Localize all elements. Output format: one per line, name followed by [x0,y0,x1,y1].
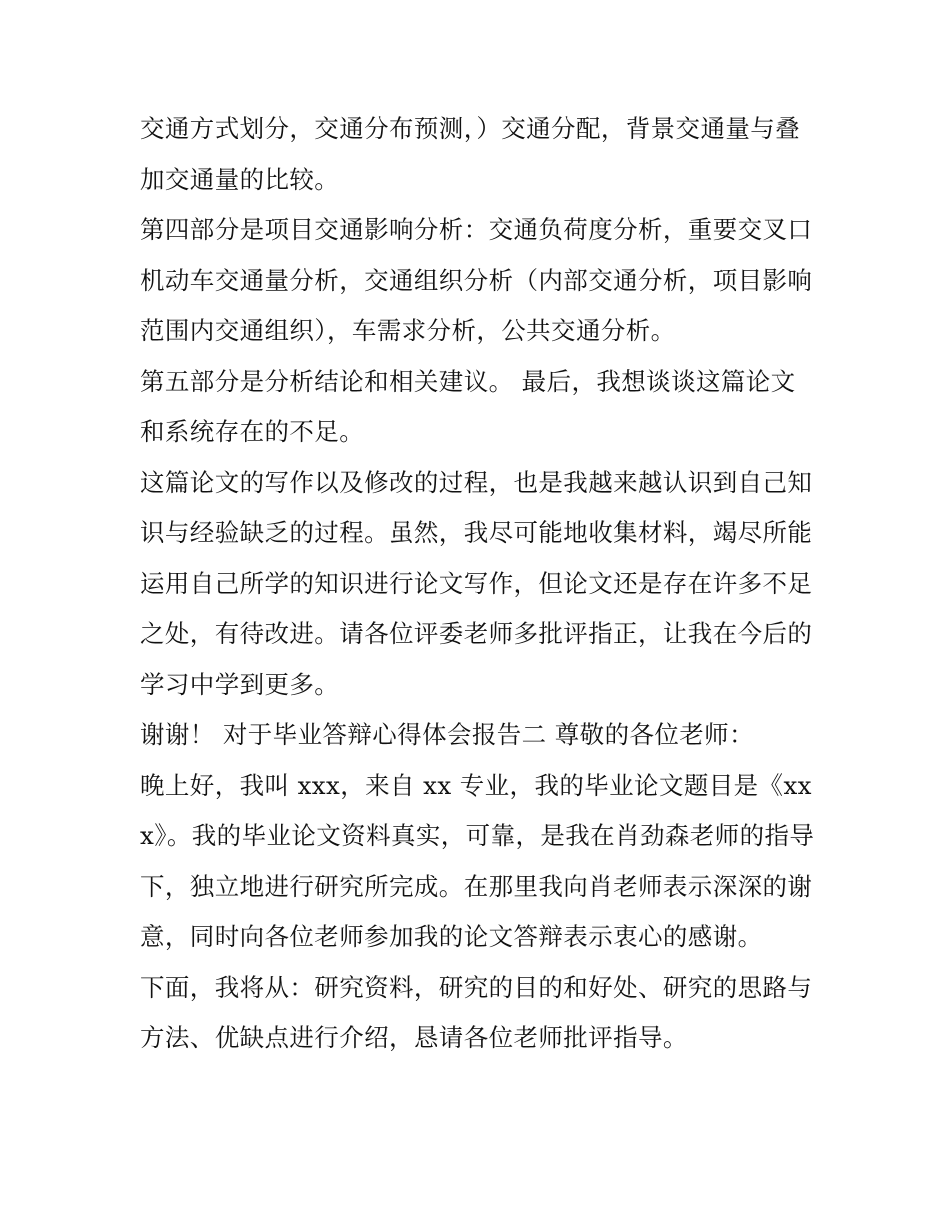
paragraph-part-five: 第五部分是分析结论和相关建议。 最后，我想谈谈这篇论文和系统存在的不足。 [140,366,796,446]
paragraph-shortcomings: 这篇论文的写作以及修改的过程，也是我越来越认识到自己知识与经验缺乏的过程。虽然，我尽可能地收集材料，竭尽所能运用自己所学的知识进行论文写作，但论文还是存在许多不足之处，有待改进。请各位评委老师多批评指正，让我在今后的学习中学到更多。 [140,467,813,699]
paragraph-part-four: 第四部分是项目交通影响分析：交通负荷度分析，重要交叉口机动车交通量分析，交通组织分析（内部交通分析，项目影响范围内交通组织），车需求分析，公共交通分析。 [140,215,813,345]
body-text [140,104,820,1064]
paragraph-introduction: 晚上好，我叫 xxx，来自 xx 专业，我的毕业论文题目是《xxx》。我的毕业论文资料真实，可靠，是我在肖劲森老师的指导下，独立地进行研究所完成。在那里我向肖老师表示深深的谢意，同时向各位老师参加我的论文答辩表示衷心的感谢。 [140,770,815,951]
paragraph-thanks-report-two: 谢谢！ 对于毕业答辩心得体会报告二 尊敬的各位老师： [140,720,754,749]
paragraph-traffic-methods: 交通方式划分，交通分布预测，）交通分配，背景交通量与叠加交通量的比较。 [140,114,801,194]
paragraph-outline: 下面，我将从：研究资料，研究的目的和好处、研究的思路与方法、优缺点进行介绍，恳请各位老师批评指导。 [140,972,813,1052]
